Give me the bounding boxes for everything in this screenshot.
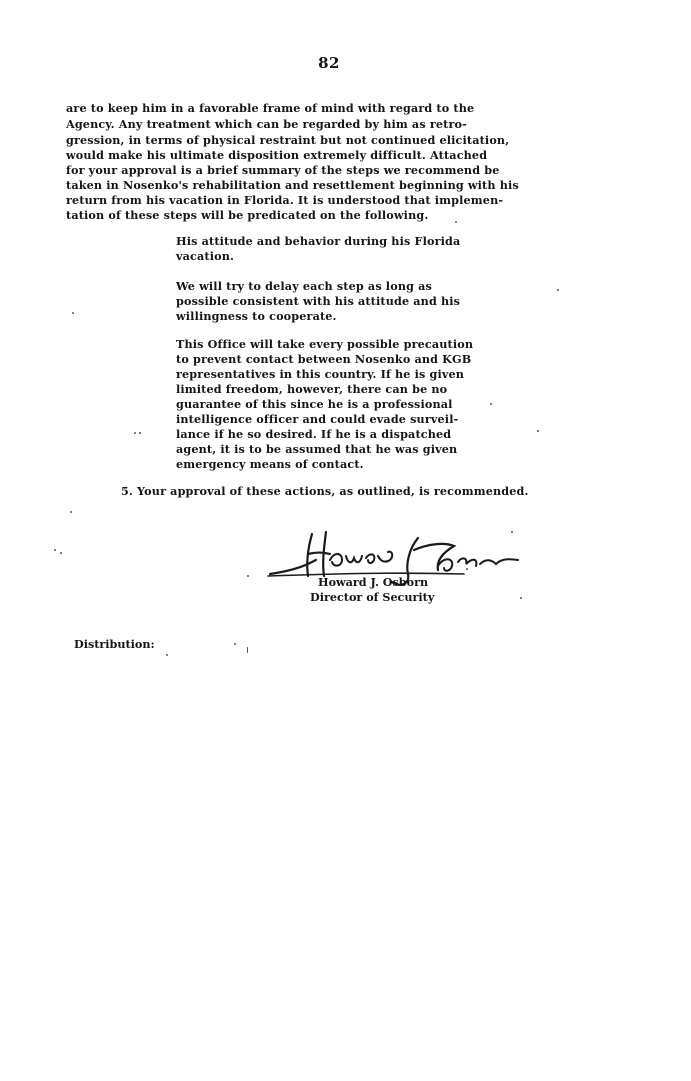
paragraph-line: tation of these steps will be predicated on the following. (66, 208, 429, 222)
scan-speck (511, 531, 513, 533)
paragraph-line: taken in Nosenko's rehabilitation and resettlement beginning with his (66, 178, 519, 192)
condition-line: lance if he so desired. If he is a dispatched (176, 427, 452, 441)
condition-line: We will try to delay each step as long as (176, 279, 432, 293)
paragraph-line: return from his vacation in Florida. It is understood that implemen- (66, 193, 504, 207)
scan-speck (557, 289, 559, 291)
condition-line: His attitude and behavior during his Florida (176, 234, 461, 248)
condition-line: emergency means of contact. (176, 457, 364, 471)
recommendation-line: 5. Your approval of these actions, as outlined, is recommended. (121, 484, 529, 498)
scan-speck (234, 643, 236, 645)
scan-speck (54, 549, 56, 551)
condition-line: representatives in this country. If he is given (176, 367, 465, 381)
scan-speck (247, 575, 249, 577)
condition-line: guarantee of this since he is a professional (176, 397, 453, 411)
paragraph-line: gression, in terms of physical restraint but not continued elicitation, (66, 133, 510, 147)
page-number: 82 (318, 54, 340, 72)
scan-speck (60, 552, 62, 554)
signer-title: Director of Security (310, 590, 435, 604)
paragraph-line: are to keep him in a favorable frame of mind with regard to the (66, 101, 475, 115)
paragraph-line: would make his ultimate disposition extremely difficult. Attached (66, 148, 488, 162)
condition-line: possible consistent with his attitude and his (176, 294, 461, 308)
condition-line: intelligence officer and could evade surveil- (176, 412, 459, 426)
paragraph-line: Agency. Any treatment which can be regarded by him as retro- (66, 117, 467, 131)
condition-line: This Office will take every possible precaution (176, 337, 474, 351)
scan-speck (166, 654, 168, 656)
scan-speck (70, 511, 72, 513)
scan-speck (537, 430, 539, 432)
condition-line: vacation. (176, 249, 235, 263)
distribution-label: Distribution: (74, 637, 155, 651)
scan-speck (520, 597, 522, 599)
paragraph-line: for your approval is a brief summary of the steps we recommend be (66, 163, 500, 177)
scan-speck (466, 568, 468, 570)
signature-block (268, 530, 528, 610)
condition-line: agent, it is to be assumed that he was given (176, 442, 458, 456)
signer-name: Howard J. Osborn (318, 575, 429, 589)
scan-speck (72, 312, 74, 314)
scan-speck (490, 403, 492, 405)
scan-speck (139, 432, 141, 434)
scan-speck (134, 432, 136, 434)
scan-speck (247, 647, 248, 653)
condition-line: limited freedom, however, there can be no (176, 382, 448, 396)
condition-line: to prevent contact between Nosenko and KGB (176, 352, 472, 366)
condition-line: willingness to cooperate. (176, 309, 337, 323)
scan-speck (455, 221, 457, 223)
